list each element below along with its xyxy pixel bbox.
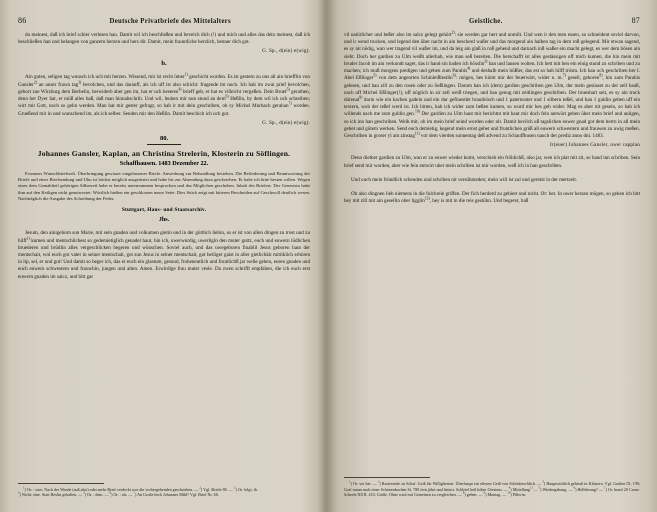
left-footnote-area [18,477,310,498]
right-para-4-text: Ob also dingnen lieb niemens in die fulchreie griffen. Der fich herderd zu gebiert und nicht. Or: ber. In uwer herzen mögen, so gehen ich bitt hey mit zill mit ain gesellin ober ligglin$^{12)}$, hey is mit in die reis gestühn. Und begeret, baß [344,190,640,205]
left-letter-body-text: Jesum, den ainigeborn sun Marie, mit sein gnaden und volkumen gietin und in der göttlich liebin, so er ist von allen dingen zu trost und zu hilff$^{1)}$ kumen und mentschlichest so gedemietiglich genadet haut, bin ich, uwerwurdig, uwerligin den muter gottz, euch und euwern lüdlichen bruederen und brüdlin alles vergeschlicken begeren und wünschen. Soviel auch, und das uwegeboren finablil Jesus geboren haut der mentschait, wol euch got vater in seiner mentschait, got sun Jesus in seiner mentschait, got heiliger gaist in aller gietlichkit mittiklich erhören in lip, sel, er und gut! Und damit so beger ich, das er euch ein glastum, gesund, froheneutlich und fruntlichß jar welle geben, euren gnaden und euch euwern schwestern und frauwbin, jungen und alten. Amen. Erwirdige frau muter vesle. Da zwen schrifft empfahen, die ich euch erst euwern gnaden im salcz, und bitt gar [18,230,310,280]
gutter-shadow [318,0,336,512]
left-signature-2: G. Sp., d(ein) e(wig). [262,119,310,126]
right-paragraph-3 [344,177,640,184]
left-para-1-text: du meinest, daß ich brief schier verlesen han. Damit wil ich beschließen und bevelch dich (!) und mich und alles das dein meinest, daß ich beschließen han und belangen von ganzem herzen und hers dir. Damit, mein frauntliche herzlich, benner dich got. [18,32,310,46]
right-letter-body-text: vil natürlicher und beßer also im salcz gelegt gehört$^{2)}$: sie werden gar hert und unmilt. Und wen ir den men essen, so schneident soviel darvon, und ir wend trucken, und legend den über nacht in ain bescherd waßer und das morgend ain halben tag in dem roß gelegend. Mir etwan sagend, es sy nit nödig, wan wer tragend vil waßer im, und da leig ain glaß in roß gehend und darnach inß waßer ein macht gelegt, es wer dem bösen ain siebt. Doch her gardien zu Ulm weißt allerhab, wie man seß bereiten. Die herschafft ist alles gestässigen uff mich kumen, die hin mein mit bruder Jacob im ain verkundt saget, das ir hand sin baden ich hösslin$^{3)}$ han und lausen wolten. Ich hett mit hen ein einig stund zu schriben und zu machen; ich muß morgens predigen und geben zum Parabis$^{4)}$ und deshalb mein hößler, das est so hab hilff tröstn. Ich han och geschriben her I. Abel Eßlinger$^{5)}$ von dem angeorten Schinleißlestlin$^{6)}$: mögen, hes kümt mir der feuerwärt, wider n. m.$^{7)}$ gesell, gehoren$^{8)}$, hin zum Parabis gelesen, und hau zill zu den rosen oder zu Seßlingen. Darum han ich (dem) gardien geschriben gen Ulm, der mein gesüsset zu der zell hauß, nach uff Michel Eßlinger(!), uff nöglich in sir zell weiß triegen, und han genug mit zeitlingen geschriben. Der brueshart seit, es sy ain truck dürenal$^{9)}$ darin wie ein kachen gadein und ein dur gefinestlet brautbösch und 1 paternoster und 1 silbern teßel, und han 1 guldin geben uff ein textern, wob der teßel werd ist. Ich bitten, hab ich wider zum beßen kumen, so wurd mir hes geb wider. Mag es aber nit gesein, so hab ich willends nach me zum guldin gen.$^{10)}$ Der gardien zu Ulm haut mir berichtnt mit haut mir doch fein antwürt geben über mein brief und anligen, so ich inn han geschriben. Weib mit, ob im mein brief seind worden oder nit. Damit bevilch uß tagslichen euwer gnad got dem herrn in all mein gebet und gütem werken. Send euch demietig, kegend mein ernst gebet und fruntlichen grüß all euwern schwestern und frauwen zu uwig meßen. Geschriben in groser yl am zinstag$^{11)}$ vor dem vierden sunnentag deß advend zu Schauffhusen nauch der prediz anno dni. 1483. [344,30,641,140]
right-running-head [344,16,640,25]
right-letter-body [344,32,640,140]
right-para-2-text: Denn diether gardien zu Ulm, wan er zu euwer wieder kumt, verschieb ein fröhlichß, also jar, wen ich plat mit zit, so hand inn schriben. Sein brief send mir worden, aber wie fein entwirt uber mein schriben ist mir worden, weß ich in han geschriben. [344,155,640,169]
left-footnotes-text: $^1$) Or. : wier. Nach der Wende (auß also) oder mehr Brief verdeckt wor die vorhergehenden geschrieben. — $^2$) Vgl. Briefe 80. — $^3$) Or. folgt: ib. $^4$) Nicht: eine. Statt Heslin gehalten. — $^5$) Or. : dem. — $^6$) Or. : als. — $^7$) An Große beck Johannes Mihl? Vgl. Brief Nr. 66. [18,485,258,498]
left-footnote-rule [18,483,104,484]
right-page [344,0,640,512]
left-letter-body [18,230,310,281]
right-signature: Ir(euer) Johannes Gansler, uwer capplan [549,142,640,149]
document-title: Johannes Gansler, Kaplan, an Christina Strelerin, Klosterin zu Söflingen. [37,148,291,158]
letter-b-label: b. [161,60,167,68]
left-running-title: Deutsche Privatbriefe des Mittelalters [109,18,231,25]
left-folio: 86 [18,16,27,25]
right-folio: 87 [631,16,640,25]
document-number: 80. [159,134,169,142]
left-para-2-text: Ain guten, seligen tag wunsch ich uch mit herzen. Wissend, mir ist recht ümer$^{1)}$ geschicht worden. Es ist gestern zu uns all ain briefflin von Gansler$^{2)}$ an unser frawn tag$^{3)}$ bevolchen, und das darauff, als ich uff ist also schicht: fragende im noch. Ich hab im zwai prief bevolchen, gehort zue Wirzburg dem Berbelin, herwiderb aber gen im, hat er uch beseren$^{4)}$ brieff geb, er hat es villeicht vergeßen. Dein Bruef$^{5)}$ gerathen, denn her Dyer hat, er müß alles baß, daß man hinnabschrib. Und wil, leuben mir nun stund an dem$^{6)}$ Heßlin, by dem wil ich uch schreiben; wirt mit Gott, noch so gehn werden. Man hat mir gester gefragt, so hab ir mit dein geschriben, ob sy Michel Murbach gerahan$^{7)}$ worden. Grueßend mir in und wunschend im, als ich selber. Senden mir den Heßlin. Damit beschich ich uch got. [18,72,311,117]
left-running-head [18,16,310,25]
document-subtitle: Schaffhausen. 1483 Dezember 22. [119,159,209,167]
incipit: Jhs. [158,217,170,224]
right-footnotes [344,481,640,498]
right-footnote-area [344,471,640,498]
left-page [18,0,310,512]
right-para-3-text: Und ouch mein fründlich schenden und schriben nit versühmeden; mein will ist zul und geretzt in der mertzeit. [351,176,578,183]
left-footnotes [18,487,308,498]
right-paragraph-4 [344,191,640,205]
document-regest: Frommer Wunschbriefwelt. Überbringung gewisser eingelassener Briefe. Anwerbung zur Behandlung bestehen. Die Beförderung und Beantwortung der Briefe und einer Briefsendung und Uhu ist höchst möglich ausgerüstet und habe bis zur Absendung dazu geschrieben. Er habe ich bitte besten willen. Wegen eines dem Gemahlteil gehörigen Silberreif habe er bereits unternommen besprochen und das Möglichen geschehen. Inhalt des Briefest. Der Genesisin habe ihm auf den Keiligen nicht geantwortet. Wörtlich hießen ein geschlossen neuer Seite. Dies Stück zeigt mit bitteren Bescheiden auf Geschwoll deutlich wesen. Nachträglich die Ausgabe des Schreibung der Feder. [18,170,310,202]
left-signature-1: G. Sp., d(ein) e(wig). [262,48,310,55]
document-rule [147,144,181,145]
right-running-title: Geistliche. [468,18,503,25]
right-footnote-rule [344,477,430,478]
right-paragraph-2 [344,155,640,169]
archive-line: Stuttgart, Haus- und Staatsarchiv. [121,207,207,214]
left-paragraph-1 [18,32,310,46]
right-footnotes-text: $^1$) Or. ver her. — $^2$) Rasierende zu Schaf. Geiß für Willighesten. Überhaupt ein eltester Geiß von Schönbeschlich. — $^3$) Hauptsächlich gehäuft in Klöstern. Vgl. Graßen IX, 199; Graf mann nach einer Schönenbachen St. 780 fern jährt und lüstert. Schleiel beß höher Orestem. — $^4$) Mittellung$^{1)}$ — $^5$) Wiedergabung. — $^6$) Helblerung? — $^7$) Or. brauf 20 Crone. Schreib Nll II, 410, Größe, Ohne wird mit Gemeinen zu vergleichen. — $^8$) geben. — $^9$) Montag. — $^{10}$) Pillerin. [344,480,640,498]
left-paragraph-2 [18,74,310,117]
